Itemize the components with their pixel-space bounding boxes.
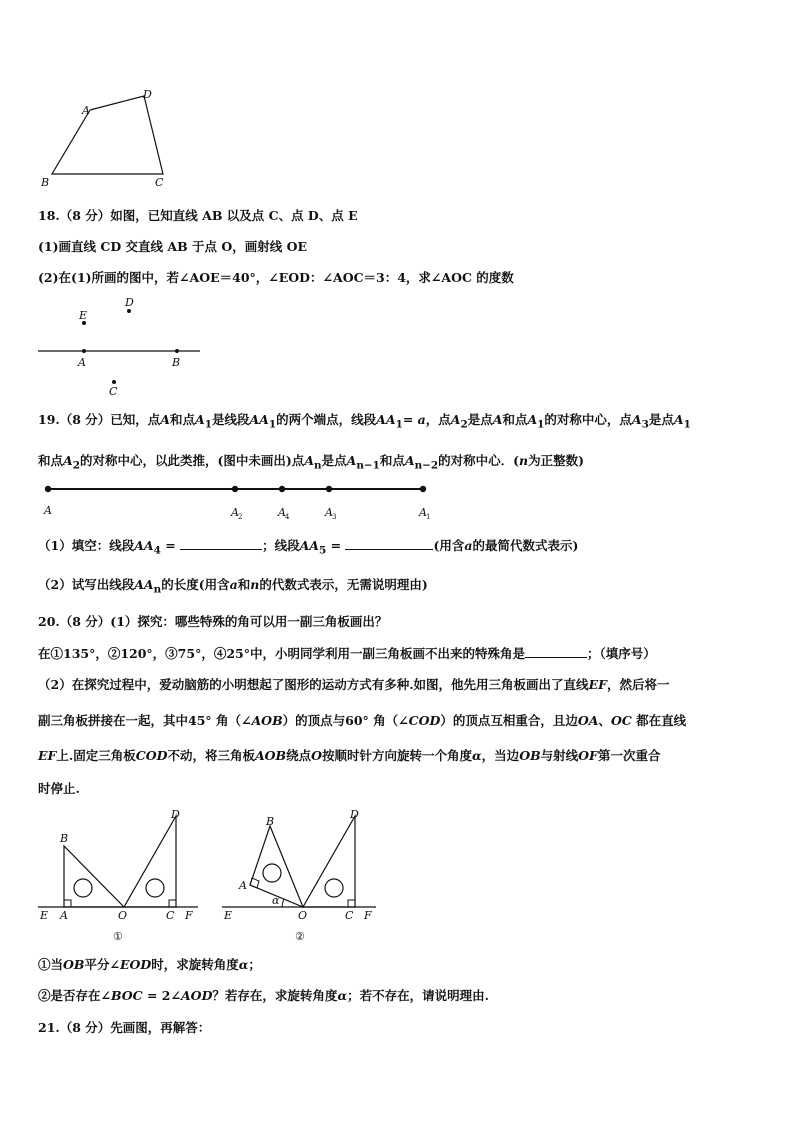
seg-label-A4: A xyxy=(278,506,286,519)
fig2-E: E xyxy=(224,909,233,922)
answer-blank-angles[interactable] xyxy=(525,645,587,658)
seg-label-A2: A xyxy=(231,506,239,519)
label-A: A xyxy=(82,104,90,117)
svg-text:3: 3 xyxy=(332,513,337,521)
q19-segment-figure xyxy=(30,478,450,528)
fig1-number: ① xyxy=(113,930,123,943)
q19-part2: （2）试写出线段$AA_n$的长度(用含a和n的代数式表示，无需说明理由) xyxy=(38,577,428,596)
label-C: C xyxy=(155,176,164,189)
q18-part1: (1)画直线 CD 交直线 AB 于点 O，画射线 OE xyxy=(38,239,307,254)
point-A: A xyxy=(78,356,86,369)
fig2-number: ② xyxy=(295,930,305,943)
q20-line2: 在①135°，②120°，③75°，④25°中，小明同学利用一副三角板画不出来的特殊角是 ；（填序号） xyxy=(38,646,656,661)
fig1-O: O xyxy=(118,909,128,922)
q19-line1: 19.（8 分）已知，点A和点$A_1$是线段$AA_1$的两个端点，线段$AA_1= a$，点$A_2$是点A和点$A_1$的对称中心，点$A_3$是点$A_1$ xyxy=(38,412,691,431)
point-D: D xyxy=(125,296,134,309)
answer-blank-aa5[interactable] xyxy=(345,537,433,550)
q19-line2: 和点$A_2$的对称中心，以此类推，(图中未画出)点$A_n$是点$A_{n-1}$和点$A_{n-2}$的对称中心．(n为正整数) xyxy=(38,453,585,472)
q20-line4: 副三角板拼接在一起，其中45° 角（∠AOB）的顶点与60° 角（∠COD）的顶点互相重合，且边OA、OC 都在直线 xyxy=(38,713,687,728)
fig1-B: B xyxy=(60,832,69,845)
q20-figure-2 xyxy=(220,806,390,946)
q18-figure xyxy=(30,292,210,402)
fig1-D: D xyxy=(171,808,180,821)
point-C: C xyxy=(109,385,118,398)
fig1-E: E xyxy=(40,909,49,922)
label-B: B xyxy=(41,176,50,189)
fig1-C: C xyxy=(166,909,175,922)
svg-text:1: 1 xyxy=(426,513,431,521)
answer-blank-aa4[interactable] xyxy=(180,537,262,550)
q18-title: 18.（8 分）如图，已知直线 AB 以及点 C、点 D、点 E xyxy=(38,208,358,223)
fig2-A: A xyxy=(239,879,247,892)
fig2-C: C xyxy=(345,909,354,922)
seg-label-A: A xyxy=(44,504,52,517)
point-B: B xyxy=(172,356,181,369)
fig2-alpha: α xyxy=(272,894,280,907)
quadrilateral-figure xyxy=(30,82,180,192)
svg-text:2: 2 xyxy=(238,513,243,521)
q20-line6: 时停止. xyxy=(38,781,80,796)
q20-line5: EF上.固定三角板COD不动，将三角板AOB绕点O按顺时针方向旋转一个角度α，当边OB与射线OF第一次重合 xyxy=(38,748,661,763)
q20-title: 20.（8 分）(1）探究：哪些特殊的角可以用一副三角板画出？ xyxy=(38,614,388,629)
q18-part2: (2)在(1)所画的图中，若∠AOE＝40°，∠EOD：∠AOC＝3：4，求∠AOC 的度数 xyxy=(38,270,514,285)
point-E: E xyxy=(79,309,88,322)
q20-sub1: ①当OB平分∠EOD时，求旋转角度α； xyxy=(38,957,261,972)
fig2-D: D xyxy=(350,808,359,821)
fig1-F: F xyxy=(185,909,193,922)
q20-line3: （2）在探究过程中，爱动脑筋的小明想起了图形的运动方式有多种.如图，他先用三角板画出了直线EF，然后将一 xyxy=(38,677,670,692)
fig1-A: A xyxy=(60,909,68,922)
q21-title: 21.（8 分）先画图，再解答： xyxy=(38,1020,211,1035)
svg-text:4: 4 xyxy=(285,513,290,521)
fig2-B: B xyxy=(266,815,275,828)
fig2-F: F xyxy=(364,909,372,922)
q19-fill: （1）填空：线段$AA_4$ = ；线段$AA_5$ = (用含a的最简代数式表示) xyxy=(38,538,579,557)
q20-sub2: ②是否存在∠BOC = 2∠AOD？若存在，求旋转角度α；若不存在，请说明理由. xyxy=(38,988,489,1003)
seg-label-A3: A xyxy=(325,506,333,519)
seg-label-A1: A xyxy=(419,506,427,519)
fig2-O: O xyxy=(298,909,308,922)
label-D: D xyxy=(143,88,152,101)
q20-figure-1 xyxy=(36,806,206,946)
